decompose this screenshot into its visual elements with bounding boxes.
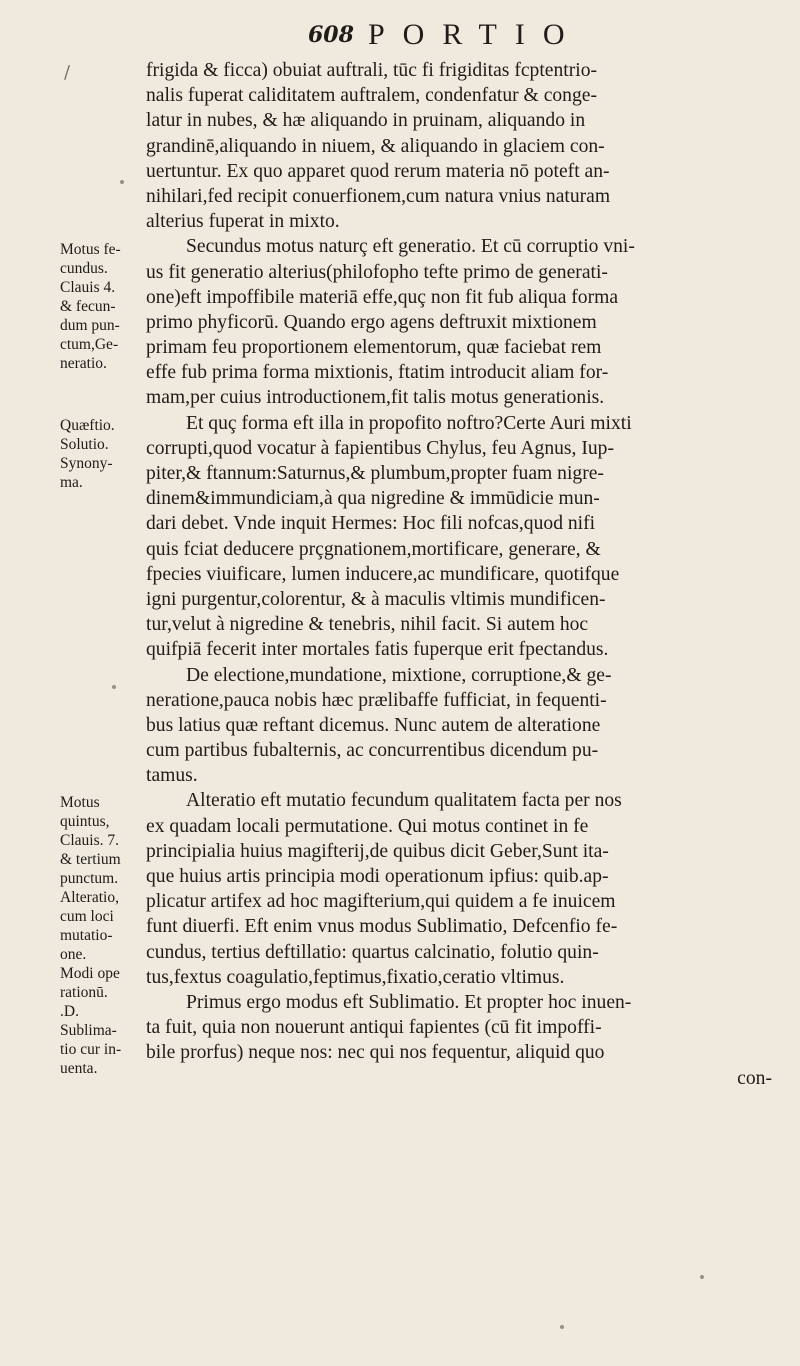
marginal-line: ma. [60, 474, 83, 491]
text-line: alterius fuperat in mixto. [146, 211, 340, 233]
paper-speck [700, 1275, 704, 1279]
text-line: ex quadam locali permutatione. Qui motus continet in fe [146, 815, 589, 837]
marginal-line: Solutio. [60, 436, 109, 453]
text-line: quifpiā fecerit inter mortales fatis fuperque erit fpectandus. [146, 639, 609, 661]
marginal-line: & tertium [60, 851, 121, 868]
marginal-line: ctum,Ge- [60, 336, 119, 353]
marginal-line: one. [60, 946, 87, 963]
text-line: Secundus motus naturç eft generatio. Et cū corruptio vni- [186, 236, 635, 258]
marginal-line: punctum. [60, 870, 119, 887]
text-line: cundus, tertius deftillatio: quartus calcinatio, folutio quin- [146, 941, 599, 963]
text-line: bile prorfus) neque nos: nec qui nos fequentur, aliquid quo [146, 1042, 605, 1064]
marginal-line: Clauis. 7. [60, 832, 119, 849]
running-title: PORTIO [368, 18, 583, 51]
text-line: us fit generatio alterius(philofopho tefte primo de generati- [146, 261, 608, 283]
text-line: Et quç forma eft illa in propofito noftro?Certe Auri mixti [186, 412, 632, 434]
text-line: corrupti,quod vocatur à fapientibus Chylus, feu Agnus, Iup- [146, 437, 614, 459]
page-header [0, 16, 800, 56]
marginal-line: quintus, [60, 813, 110, 830]
marginal-line: & fecun- [60, 298, 116, 315]
marginal-line: Sublima- [60, 1022, 117, 1039]
marginal-line: rationū. [60, 984, 108, 1001]
marginal-line: dum pun- [60, 317, 120, 334]
text-line: principialia huius magifterij,de quibus dicit Geber,Sunt ita- [146, 840, 609, 862]
text-line: tus,fextus coagulatio,feptimus,fixatio,ceratio vltimus. [146, 966, 565, 988]
text-line: dari debet. Vnde inquit Hermes: Hoc fili nofcas,quod nifi [146, 513, 596, 535]
text-line: neratione,pauca nobis hæc prælibaffe fufficiat, in fequenti- [146, 689, 607, 711]
text-line: effe fub prima forma mixtionis, ftatim introducit aliam for- [146, 362, 609, 384]
text-line: ta fuit, quia non nouerunt antiqui fapientes (cū fit impoffi- [146, 1017, 602, 1039]
text-line: uertuntur. Ex quo apparet quod rerum materia nō poteft an- [146, 160, 610, 182]
text-line: que huius artis principia modi operationum ipfius: quib.ap- [146, 866, 609, 887]
marginal-line: neratio. [60, 355, 107, 372]
marginal-line: Clauis 4. [60, 279, 116, 296]
marginal-line: .D. [60, 1003, 79, 1020]
text-line: tamus. [146, 765, 198, 787]
marginal-line: cum loci [60, 908, 114, 925]
text-line: dinem&immundiciam,à qua nigredine & immūdicie mun- [146, 488, 600, 510]
text-line: De electione,mundatione, mixtione, corruptione,& ge- [186, 664, 612, 686]
text-line: primam feu proportionem elementorum, quæ faciebat rem [146, 337, 602, 359]
marginal-line: cundus. [60, 260, 108, 277]
text-line: Primus ergo modus eft Sublimatio. Et propter hoc inuen- [186, 991, 632, 1013]
text-line: primo phyficorū. Quando ergo agens deftruxit mixtionem [146, 311, 597, 333]
marginal-note-motus-quintus [60, 793, 148, 1078]
paper-speck [120, 180, 124, 184]
marginal-note-quaestio [60, 416, 148, 492]
text-line: one)eft impoffibile materiā effe,quç non fit fub aliqua forma [146, 286, 619, 308]
marginal-line: Synony- [60, 455, 113, 472]
text-line: quis fciat deducere prçgnationem,mortificare, generare, & [146, 538, 601, 560]
text-line: nihilari,fed recipit conuerfionem,cum natura vnius naturam [146, 185, 611, 207]
text-line: grandinē,aliquando in niuem, & aliquando in glaciem con- [146, 135, 605, 157]
stray-ink-mark: / [64, 62, 71, 83]
text-line: nalis fuperat caliditatem auftralem, condenfatur & conge- [146, 85, 598, 107]
marginal-line: Motus [60, 794, 100, 811]
text-line: tur,velut à nigredine & tenebris, nihil facit. Si autem hoc [146, 614, 589, 636]
paper-speck [112, 685, 116, 689]
text-line: funt diuerfi. Eft enim vnus modus Sublimatio, Defcenfio fe- [146, 916, 618, 938]
marginal-line: Modi ope [60, 965, 120, 982]
main-text-block [146, 58, 780, 1091]
marginal-line: Motus fe- [60, 241, 121, 258]
text-line: mam,per cuius introductionem,fit talis motus generationis. [146, 387, 605, 409]
text-line: piter,& ftannum:Saturnus,& plumbum,propter fuam nigre- [146, 463, 604, 484]
catchword: con- [737, 1067, 772, 1089]
marginal-line: Quæftio. [60, 417, 115, 434]
marginal-line: tio cur in- [60, 1041, 122, 1058]
text-line: cum partibus fubalternis, ac concurrentibus dicendum pu- [146, 740, 599, 762]
text-line: frigida & ficca) obuiat auftrali, tūc fi frigiditas fcptentrio- [146, 60, 598, 81]
paper-speck [560, 1325, 564, 1329]
marginal-line: Alteratio, [60, 889, 119, 906]
marginal-line: uenta. [60, 1060, 98, 1077]
marginal-line: mutatio- [60, 927, 113, 944]
text-line: plicatur artifex ad hoc magifterium,qui quidem a fe inuicem [146, 891, 616, 913]
text-line: Alteratio eft mutatio fecundum qualitatem facta per nos [186, 790, 622, 812]
text-line: fpecies viuificare, lumen inducere,ac mundificare, quotifque [146, 563, 620, 585]
text-line: latur in nubes, & hæ aliquando in pruinam, aliquando in [146, 110, 586, 132]
marginal-note-motus-secundus [60, 240, 148, 373]
text-line: igni purgentur,colorentur, & à maculis vltimis mundificen- [146, 588, 606, 610]
text-line: bus latius quæ reftant dicemus. Nunc autem de alteratione [146, 714, 601, 736]
page-number: 608 [308, 22, 354, 48]
